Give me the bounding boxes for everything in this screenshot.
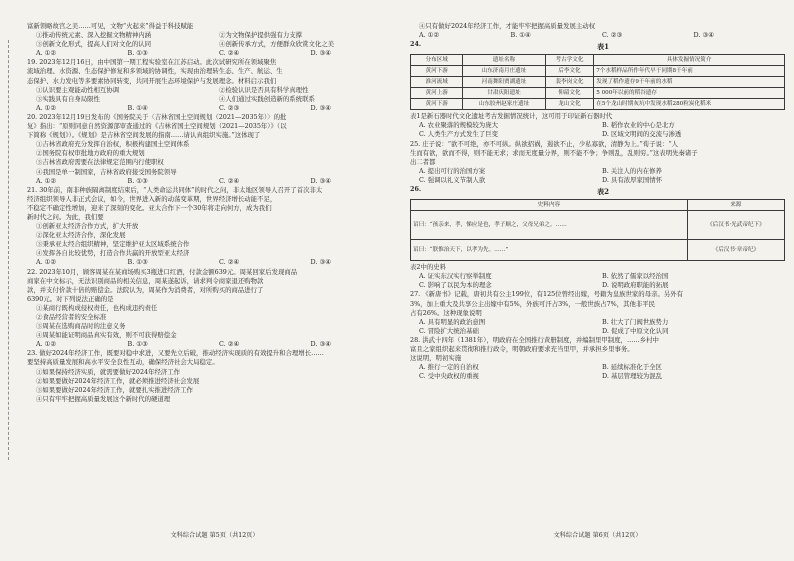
table-header-cell: 来源 [687, 200, 784, 211]
option-c: C. ②④ [219, 49, 240, 58]
table-cell: 诏曰：“朕惟治天下，以孝为先。……” [411, 240, 688, 261]
table2-title: 表2 [597, 187, 609, 197]
table-cell: 发现了稻作遗存9千年前的水稻 [594, 77, 785, 88]
table-cell: 裴李岗文化 [545, 77, 594, 88]
table-row [411, 99, 785, 110]
option-c: C. 人类生产方式发生了巨变 [419, 130, 499, 139]
q26-options-b [410, 281, 785, 290]
q25-options-b [410, 176, 785, 185]
option-d: D. 基层管理较为混乱 [602, 372, 663, 381]
option-b: B. ①③ [127, 176, 148, 185]
table-cell: 黄河下游 [411, 99, 463, 110]
q18-line: 富新领略故宫之美……可见，文物“火起来”得益于科技赋能 [27, 22, 194, 30]
table-cell: 山东胶州赵家庄遗址 [463, 99, 545, 110]
option-c: C. 冒险扩大统治基础 [419, 326, 479, 335]
q24-number: 24. [410, 40, 422, 49]
q27-stem: 27. 《新唐书》记载，唐初共有公主199位，有125位曾经出嫁，号籍为皇族世家的母亲。另外有 [410, 290, 684, 299]
table2 [410, 199, 785, 261]
table-cell: 仰韶文化 [545, 88, 594, 99]
table-row [411, 88, 785, 99]
q21-statement-2: ②深化亚太经济合作，深化发展 [36, 231, 126, 240]
table-cell: 《后汉书·光武帝纪下》 [687, 211, 784, 240]
q27-stem: 占有26%。这种现象说明 [410, 308, 482, 317]
option-c: C. ②③ [219, 103, 240, 112]
option-b: B. ①③ [127, 258, 148, 267]
table-cell: 7个水稻样品所作年代早于同期8千年前 [594, 66, 785, 77]
option-a: A. ①② [36, 103, 57, 112]
q20-options [27, 177, 402, 186]
table-row [411, 66, 785, 77]
option-a: A. ①② [36, 258, 57, 267]
table-cell: 诏曰：“孩亲来，孝，悌应是也，孝子顺之，父母兄弟之。…… [411, 211, 688, 240]
option-b: B. 关注人的内在修养 [602, 166, 662, 175]
q23-statement-4-cont: ④只有做好2024年经济工作，才能牢牢把握高质量发展主动权 [419, 22, 596, 30]
q19-options [27, 104, 402, 113]
option-d: D. ③④ [310, 49, 331, 58]
q27-options [410, 318, 785, 327]
option-d: D. ③④ [310, 176, 331, 185]
option-a: A. 推行一定的自治权 [419, 363, 479, 372]
option-b: B. 壮大了门阀世族势力 [602, 317, 669, 326]
q23-stem: 要坚持高质量发展和高水平安全良性互动，确保经济社会大局稳定。 [27, 358, 219, 367]
q20-statement-2: ②国务院有权审批地方政府的重大规划 [36, 149, 145, 158]
table-cell: 淮河流域 [411, 77, 463, 88]
page-footer: 文科综合试题 第6页（共12页） [553, 531, 642, 539]
q28-stem: 28. 洪武十四年（1381年），明政府在全国推行黄册制度，并编制里甲制度，……乡村中 [410, 335, 659, 344]
q18-options [27, 49, 402, 58]
q24-stem: 表1是新石器时代文化遗址考古发掘情况统计，这可用于印证新石器时代 [410, 112, 613, 121]
q21-options [27, 258, 402, 267]
table-cell: 5 000年以前的稻谷遗存 [594, 88, 785, 99]
q19-statement-1: ①认识要主观能动性相互协调 [36, 85, 120, 94]
option-c: C. 受中央政权的重视 [419, 372, 479, 381]
option-d: D. ③④ [693, 31, 714, 40]
q18-statement-2: ②为文物保护提供强有力支撑 [219, 31, 303, 40]
q28-stem: 富且之家组织起来贯彻和推行政令，明朝政府要求充当里甲，并承担乡里事务。 [410, 344, 634, 353]
option-a: A. 具有明显的政治意图 [419, 317, 486, 326]
q20-statement-3: ③吉林省政府需要在法律规定范围内行使职权 [36, 158, 164, 167]
page-footer: 文科综合试题 第5页（共12页） [170, 531, 259, 539]
q23-statement-3: ③如果要做好2024年经济工作，就要扎实推进经济工作 [36, 385, 193, 394]
binding-seam [8, 40, 17, 460]
table-header-cell: 史料内容 [411, 200, 688, 211]
q22-stem: 6390元。对下列说法正确的是 [27, 294, 114, 303]
table-cell: 山东济南月庄遗址 [463, 66, 545, 77]
q21-statement-1: ①创新亚太经济合作方式，扩大开放 [36, 222, 139, 231]
table-cell: 后李文化 [545, 66, 594, 77]
table-header-cell: 遗址名称 [463, 55, 545, 66]
table-row [411, 211, 785, 240]
q19-statement-2: ②检验认识是否具有科学真理性 [219, 85, 309, 94]
q19-stem: 流域治理、水资源、生态保护修复和多领域的协调性，实现由治理转生态、生产、航运、生 [27, 67, 283, 76]
q27-stem: 3%，加上重大及共享公主出嫁中有5%，外族可汗占3%，一般世族占7%，其他非平民 [410, 299, 656, 308]
option-d: D. ③④ [310, 340, 331, 349]
table-header-row [411, 55, 785, 66]
q23-statement-1: ①如果保持经济实质，就需要做好2024年经济工作 [36, 367, 181, 376]
q25-stem: 出二者都 [410, 157, 436, 166]
q25-stem: 25. 庄子说：“欲不可绝，亦不可纵。纵欲招祸，遏欲不止，少私寡欲，清静为上。”荀子说：“人 [410, 139, 679, 148]
q20-stem: 复》指出：“原则同意自然资源部审查通过的《吉林省国土空间规划（2021—2035年）》（以 [27, 122, 287, 131]
option-a: A. ①② [36, 176, 57, 185]
q21-statement-4: ④发挥各自比较优势，打造合作共赢的开放型亚太经济 [36, 249, 190, 258]
option-a: A. 提出可行的治国方案 [419, 166, 486, 175]
table-header-cell: 分布区域 [411, 55, 463, 66]
q28-options-b [410, 372, 785, 381]
table-header-row [411, 200, 785, 211]
q21-statement-3: ③秉承亚太经合组织精神，坚定维护亚太区域系统合作 [36, 240, 190, 249]
option-c: C. ②④ [219, 258, 240, 267]
q26-header [410, 185, 785, 198]
table-cell: 黄河下游 [411, 66, 463, 77]
table-cell: 在5个龙山时期灰坑中发现水稻280粒炭化稻米 [594, 99, 785, 110]
q23-options [410, 31, 785, 40]
q21-stem: 21. 30年前，南非种族隔离制度结束后，“人类命运共同体”的时代之问，非太地区领导人召开了首次非太 [27, 185, 323, 194]
option-a: A. ①② [36, 340, 57, 349]
option-b: B. 延续标准化于全区 [602, 363, 662, 372]
option-d: D. 具有浓厚家国情怀 [602, 175, 663, 184]
q18-statement-3: ③创新文化形式，提高人们对文化的认同 [36, 40, 152, 49]
q22-statement-2: ②食品经营者的安全标准 [36, 313, 107, 321]
q23-stem: 23. 做好2024年经济工作，既要对稳中求进，又要先立后破，推动经济实现质的有效提升和合理增长…… [27, 349, 324, 358]
q28-stem: 这说明，明初实施 [410, 354, 462, 363]
option-c: C. ②④ [219, 340, 240, 349]
option-d: D. ③④ [310, 258, 331, 267]
q21-stem: 不稳定不确定性增加，迎来了深刻的变化。亚太合作下一个30年将走向何方，成为我们 [27, 203, 272, 212]
option-c: C. 影响了以民为本的理念 [419, 281, 492, 290]
q22-options [27, 340, 402, 349]
q23-statement-2: ②如果要做好2024年经济工作，就必须推进经济社会发展 [36, 376, 200, 385]
q18-statements-b [27, 40, 402, 49]
q22-statement-1: ①某商行既构成侵权责任，也构成违约责任 [36, 303, 158, 312]
option-c: C. ②③ [602, 31, 623, 40]
q24-options-b [410, 130, 785, 139]
option-b: B. 依然了儒家以经治国 [602, 272, 669, 281]
q25-stem: 生而有欲，欲而不得，则不能无求；求而无度量分界，则不能不争；争则乱，乱则穷。”这表明先秦诸子 [410, 148, 698, 157]
option-b: B. ①④ [510, 31, 531, 40]
table-header-cell: 考古学文化 [545, 55, 594, 66]
table-header-cell: 具体发掘情况简介 [594, 55, 785, 66]
q21-stem: 经济组织领导人非正式会议，如今，世界进入新的动荡变革期，世界经济增长动能不足， [27, 194, 277, 203]
option-d: D. 说明政府职能的拓展 [602, 281, 669, 290]
q25-options [410, 167, 785, 176]
option-b: B. ①③ [127, 49, 148, 58]
option-a: A. 农业聚落的规模较为庞大 [419, 121, 498, 130]
option-c: C. 强调以礼义节制人欲 [419, 175, 486, 184]
option-b: B. ①③ [127, 340, 148, 349]
q27-options-b [410, 327, 785, 336]
q20-statement-1: ①吉林省政府充分发挥自治权，积极构建国土空间体系 [36, 140, 190, 149]
option-a: A. 证实东汉实行察举制度 [419, 272, 492, 281]
q22-stem: 款，并支付价款十倍的赔偿金。法院认为，周某作为消费者，对所购买的商品进行了 [27, 285, 264, 294]
option-d: D. 促成了中原文化认同 [602, 326, 669, 335]
q21-stem: 新时代之问。为此，我们要 [27, 212, 104, 221]
q19-stem: 态保护、水力发电等多要素协同转变，共同开展生态环境保护与发展理念。材料启示我们 [27, 76, 277, 85]
q18-statements [27, 31, 402, 40]
q19-statement-4: ④人们通过实践创造新的系统联系 [219, 94, 315, 103]
q22-statement-3: ③周某在选购商品时的注意义务 [36, 322, 126, 331]
option-b: B. 稻作农业的中心是北方 [602, 121, 675, 130]
q26-number: 26. [410, 185, 422, 194]
q22-stem: 商家在中文标示，无法识别商品的相关信息，周某遂起诉，请求判令商家退还购物款 [27, 276, 264, 285]
q22-stem: 22. 2023年10月，顾客周某在某商场购买3瓶进口红酒，付款金额639元。周某回家后发现商品 [27, 267, 298, 276]
option-d: D. 区域文明间的交流与渗透 [602, 130, 682, 139]
left-page [27, 22, 402, 552]
table-cell: 黄河上游 [411, 88, 463, 99]
q20-statement-4: ④我国是单一制国家，吉林省政府接受国务院领导 [36, 167, 177, 176]
q19-statements-b [27, 95, 402, 104]
table-row [411, 240, 785, 261]
option-a: A. ①② [419, 31, 440, 40]
q19-stem: 19. 2023年12月16日，由中国第一期工程实验室在江苏启动。此次试研究所在领域聚焦 [27, 58, 277, 67]
option-d: D. ③④ [310, 103, 331, 112]
option-b: B. ①④ [127, 103, 148, 112]
right-page [410, 22, 785, 552]
table-cell: 甘肃庆阳遗址 [463, 88, 545, 99]
q24-header [410, 40, 785, 53]
q18-statement-1: ①推动传统元素、深入挖掘文物精神内涵 [36, 31, 152, 40]
q26-stem: 表2中的史料 [410, 263, 447, 272]
q19-statement-3: ③实践具有自身局限性 [36, 94, 100, 103]
table-cell: 《后汉书·章帝纪》 [687, 240, 784, 261]
q26-options [410, 272, 785, 281]
table-cell: 龙山文化 [545, 99, 594, 110]
q23-statement-4: ④只有牢牢把握高质量发展这个新时代的硬道理 [36, 394, 171, 403]
table-row [411, 77, 785, 88]
table-cell: 河南舞阳贾湖遗址 [463, 77, 545, 88]
q20-stem: 下简称《规划》）。《规划》是吉林省空间发展的指南……请认真组织实施。”这体现了 [27, 131, 261, 140]
q20-stem: 20. 2023年12月19日发布的《国务院关于〈吉林省国土空间规划（2021—2035年）〉的批 [27, 112, 287, 121]
q28-options [410, 363, 785, 372]
table1-title: 表1 [597, 42, 609, 52]
q22-statement-4: ④周某如能证明商品真实有效，则不可获得赔偿金 [36, 331, 177, 340]
table1 [410, 54, 785, 110]
q18-statement-4: ④创新传承方式，方便群众欣赏文化之美 [219, 40, 335, 49]
q19-statements [27, 86, 402, 95]
option-a: A. ①② [36, 49, 57, 58]
option-c: C. ②④ [219, 176, 240, 185]
